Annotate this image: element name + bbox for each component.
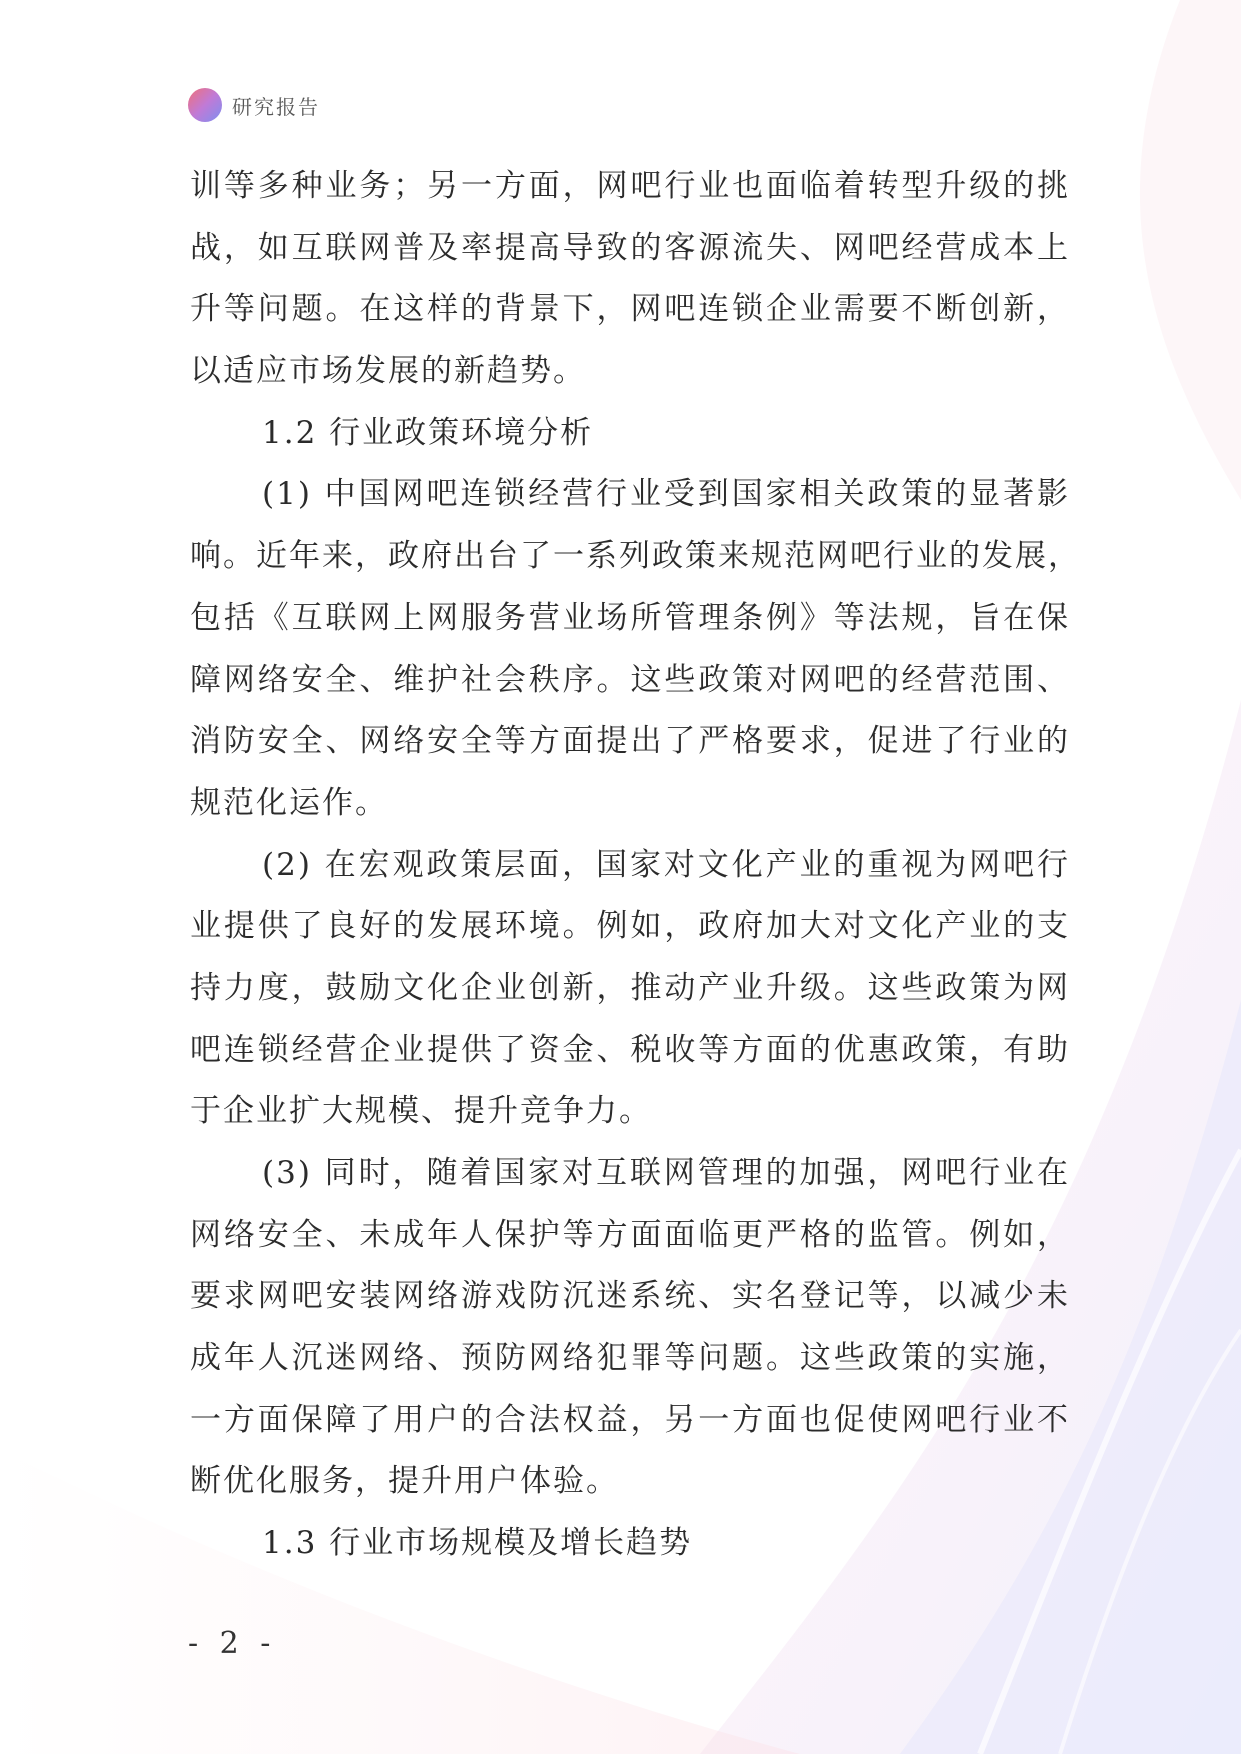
text-line: 持力度，鼓励文化企业创新，推动产业升级。这些政策为网 (190, 969, 1070, 1006)
text-line: 断优化服务，提升用户体验。 (190, 1463, 619, 1500)
text-line: 成年人沉迷网络、预防网络犯罪等问题。这些政策的实施， (190, 1340, 1070, 1377)
section-heading-1-2: 1.2 行业政策环境分析 (262, 414, 594, 451)
report-header (188, 88, 320, 122)
body-text (190, 156, 1081, 1575)
text-line: 消防安全、网络安全等方面提出了严格要求，促进了行业的 (190, 723, 1070, 760)
text-line: 网络安全、未成年人保护等方面面临更严格的监管。例如， (190, 1216, 1070, 1253)
text-line: 训等多种业务；另一方面，网吧行业也面临着转型升级的挑 (190, 168, 1070, 204)
text-line: 包括《互联网上网服务营业场所管理条例》等法规，旨在保 (190, 599, 1070, 636)
text-line: 吧连锁经营企业提供了资金、税收等方面的优惠政策，有助 (190, 1031, 1070, 1068)
text-line: 升等问题。在这样的背景下，网吧连锁企业需要不断创新， (190, 291, 1070, 328)
text-line: 障网络安全、维护社会秩序。这些政策对网吧的经营范围、 (190, 661, 1070, 698)
text-line: (1) 中国网吧连锁经营行业受到国家相关政策的显著影 (262, 476, 1070, 513)
text-line: 要求网吧安装网络游戏防沉迷系统、实名登记等，以减少未 (190, 1278, 1070, 1315)
section-heading-1-3: 1.3 行业市场规模及增长趋势 (262, 1525, 693, 1562)
page-number: - 2 - (188, 1626, 277, 1661)
text-line: 响。近年来，政府出台了一系列政策来规范网吧行业的发展， (190, 538, 1081, 575)
header-title: 研究报告 (232, 94, 320, 119)
text-line: 战，如互联网普及率提高导致的客源流失、网吧经营成本上 (190, 229, 1070, 266)
text-line: (2) 在宏观政策层面，国家对文化产业的重视为网吧行 (262, 846, 1070, 883)
text-line: 一方面保障了用户的合法权益，另一方面也促使网吧行业不 (190, 1401, 1070, 1438)
text-line: 以适应市场发展的新趋势。 (190, 353, 586, 390)
text-line: 规范化运作。 (190, 784, 388, 821)
text-line: 业提供了良好的发展环境。例如，政府加大对文化产业的支 (190, 908, 1070, 945)
text-line: (3) 同时，随着国家对互联网管理的加强，网吧行业在 (262, 1155, 1070, 1191)
text-line: 于企业扩大规模、提升竞争力。 (190, 1093, 652, 1130)
logo-circle-icon (188, 88, 222, 122)
